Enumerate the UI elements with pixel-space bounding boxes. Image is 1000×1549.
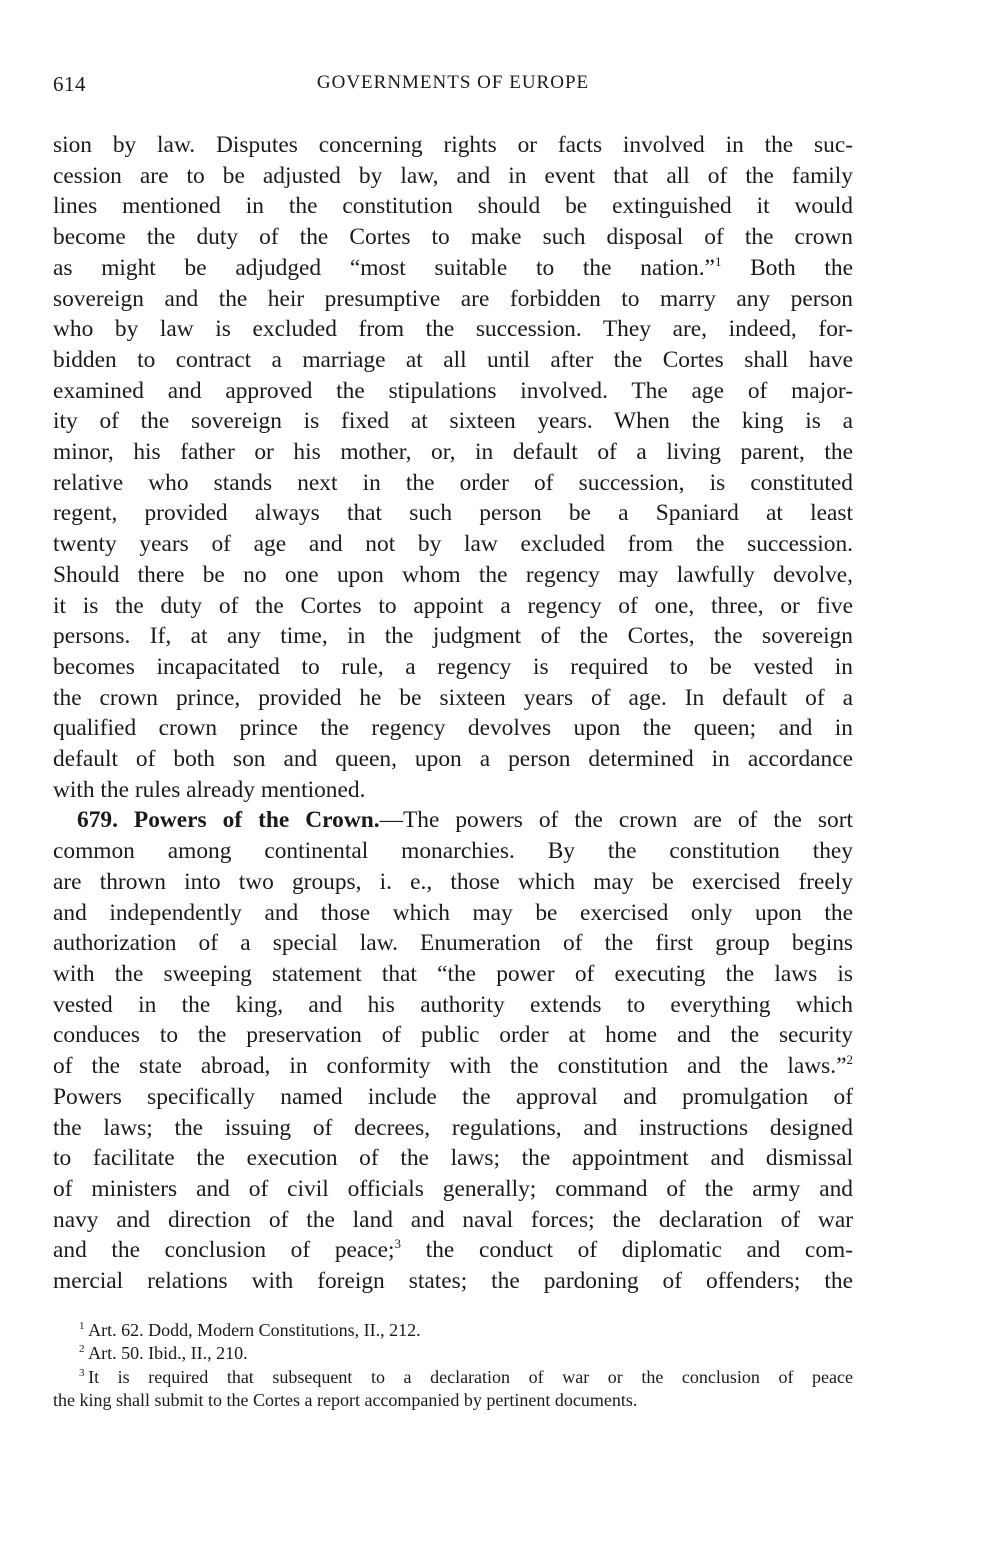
footnote-ref-1: 1 <box>714 254 722 270</box>
text-segment: —The powers of the crown are of the sort <box>379 807 853 834</box>
text-line: regent, provided always that such person be a Spaniard at least <box>53 500 853 527</box>
footnote-3 <box>53 1366 853 1390</box>
text-line: it is the duty of the Cortes to appoint a regency of one, three, or five <box>53 592 853 619</box>
text-line: conduces to the preservation of public order at home and the security <box>53 1022 853 1049</box>
footnote-marker: 2 <box>79 1343 85 1356</box>
text-line: with the rules already mentioned. <box>53 776 366 803</box>
text-line: and independently and those which may be exercised only upon the <box>53 899 853 926</box>
text-segment: the conduct of diplomatic and com- <box>401 1237 853 1264</box>
footnote-marker: 1 <box>79 1319 85 1332</box>
text-line: minor, his father or his mother, or, in default of a living parent, the <box>53 439 853 466</box>
section-title: Powers of the Crown. <box>133 807 380 834</box>
footnote-2 <box>53 1342 853 1366</box>
running-title: GOVERNMENTS OF EUROPE <box>316 72 590 93</box>
footnotes <box>53 1319 853 1413</box>
body-text <box>53 130 853 1297</box>
text-segment: and the conclusion of peace; <box>53 1237 395 1264</box>
text-segment: as might be adjudged “most suitable to the nation.” <box>53 254 715 281</box>
text-line: default of both son and queen, upon a person determined in accordance <box>53 746 853 773</box>
text-line <box>53 253 853 284</box>
text-line: the crown prince, provided he be sixteen years of age. In default of a <box>53 684 853 711</box>
text-line: Powers specifically named include the approval and promulgation of <box>53 1083 853 1110</box>
text-line: who by law is excluded from the succession. They are, indeed, for- <box>53 316 853 343</box>
text-line: examined and approved the stipulations involved. The age of major- <box>53 377 853 404</box>
page-header <box>53 72 853 106</box>
text-line: the laws; the issuing of decrees, regulations, and instructions designed <box>53 1114 853 1141</box>
footnote-1 <box>53 1319 853 1343</box>
text-line: bidden to contract a marriage at all until after the Cortes shall have <box>53 346 853 373</box>
text-line: become the duty of the Cortes to make such disposal of the crown <box>53 224 853 251</box>
footnote-ref-2: 2 <box>846 1052 853 1068</box>
text-line: Should there be no one upon whom the regency may lawfully devolve, <box>53 561 853 588</box>
page-number: 614 <box>53 72 86 96</box>
text-line: authorization of a special law. Enumeration of the first group begins <box>53 930 853 957</box>
book-page <box>53 72 853 1413</box>
footnote-ref-3: 3 <box>394 1236 402 1252</box>
text-line: mercial relations with foreign states; the pardoning of offenders; the <box>53 1268 853 1295</box>
text-line: lines mentioned in the constitution should be extinguished it would <box>53 193 853 220</box>
text-line: cession are to be adjusted by law, and in event that all of the family <box>53 162 853 189</box>
footnote-marker: 3 <box>79 1366 85 1379</box>
text-line: qualified crown prince the regency devolves upon the queen; and in <box>53 715 853 742</box>
text-line: vested in the king, and his authority extends to everything which <box>53 991 853 1018</box>
text-line: are thrown into two groups, i. e., those which may be exercised freely <box>53 868 853 895</box>
text-line: sion by law. Disputes concerning rights or facts involved in the suc- <box>53 132 853 158</box>
paragraph-succession <box>53 130 853 805</box>
paragraph-powers-of-crown <box>53 805 853 1296</box>
text-line: relative who stands next in the order of succession, is constituted <box>53 469 853 496</box>
text-line: common among continental monarchies. By the constitution they <box>53 838 853 865</box>
section-heading-line <box>53 805 853 836</box>
text-line: to facilitate the execution of the laws; the appointment and dismissal <box>53 1145 853 1172</box>
text-line: of ministers and of civil officials generally; command of the army and <box>53 1175 853 1202</box>
footnote-3-continued: the king shall submit to the Cortes a report accompanied by pertinent documents. <box>53 1390 638 1411</box>
footnote-text: Art. 50. Ibid., II., 210. <box>88 1343 248 1364</box>
text-line <box>53 1051 853 1082</box>
section-number: 679. <box>77 807 118 834</box>
text-line: navy and direction of the land and naval forces; the declaration of war <box>53 1206 853 1233</box>
text-line: becomes incapacitated to rule, a regency is required to be vested in <box>53 653 853 680</box>
text-line: persons. If, at any time, in the judgment of the Cortes, the sovereign <box>53 623 853 650</box>
text-segment: of the state abroad, in conformity with the constitution and the laws.” <box>53 1053 847 1080</box>
text-line: sovereign and the heir presumptive are forbidden to marry any person <box>53 285 853 312</box>
text-line: twenty years of age and not by law excluded from the succession. <box>53 531 853 558</box>
text-segment: Both the <box>721 254 853 281</box>
text-line: ity of the sovereign is fixed at sixteen years. When the king is a <box>53 408 853 435</box>
text-line: with the sweeping statement that “the power of executing the laws is <box>53 960 853 987</box>
footnote-text: Art. 62. Dodd, Modern Constitutions, II., 212. <box>88 1319 421 1340</box>
footnote-text: It is required that subsequent to a declaration of war or the conclusion of peace <box>88 1366 853 1387</box>
text-line <box>53 1235 853 1266</box>
